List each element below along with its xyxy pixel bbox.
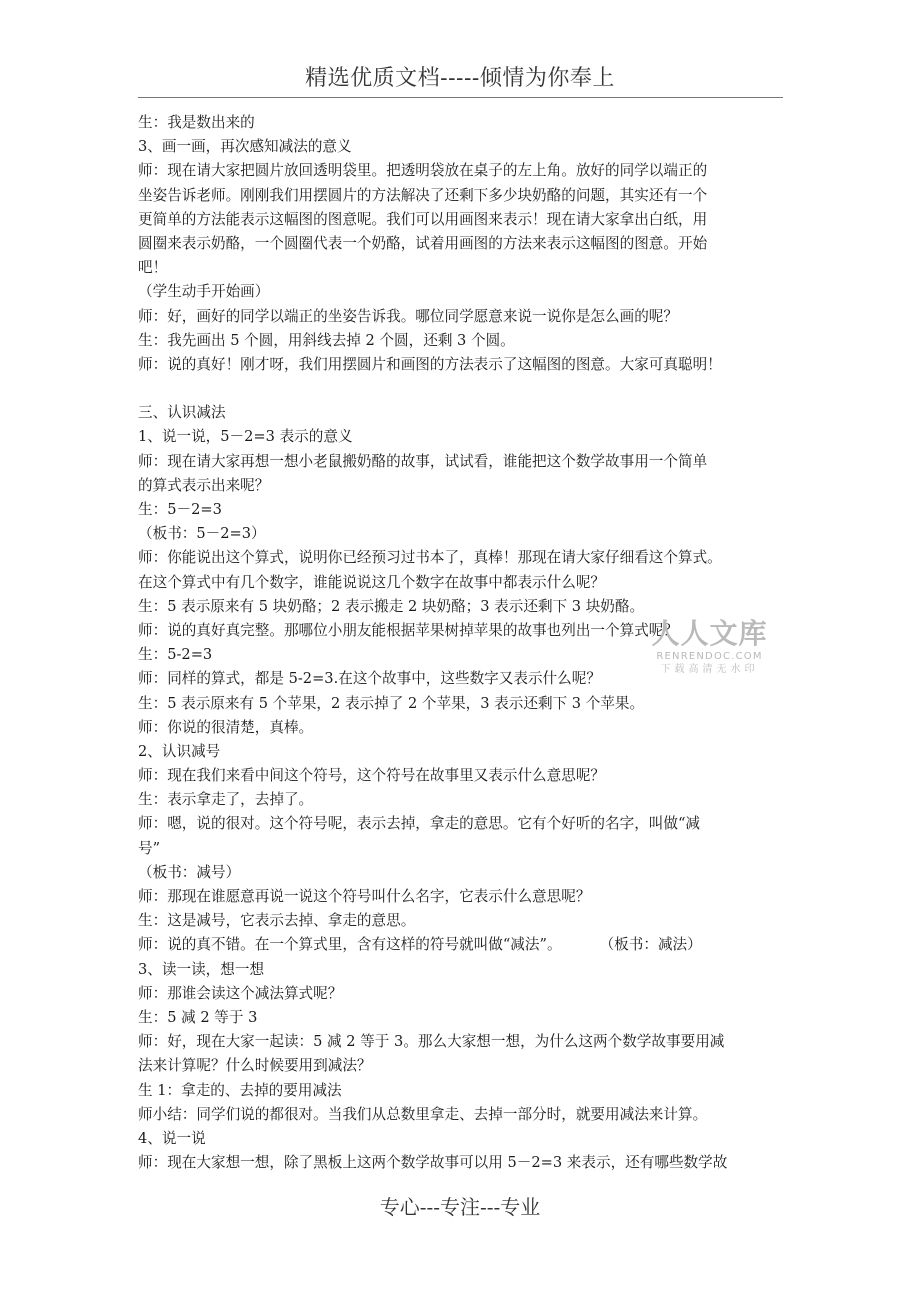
page-header-title: 精选优质文档-----倾情为你奉上 <box>305 66 615 91</box>
body-line: （板书：5－2=3） <box>138 525 266 543</box>
subsection-heading: 4、说一说 <box>138 1129 206 1147</box>
body-line: 生：我是数出来的 <box>138 114 255 131</box>
body-line: 师：那现在谁愿意再说一说这个符号叫什么名字，它表示什么意思呢？ <box>138 888 591 905</box>
body-line: 师：好，现在大家一起读：5 减 2 等于 3。那么大家想一想，为什么这两个数学故事要用减 <box>138 1033 725 1051</box>
page-footer-title: 专心---专注---专业 <box>379 1195 541 1219</box>
body-line: 师：你说的很清楚，真棒。 <box>138 718 314 736</box>
body-line: 生：这是减号，它表示去掉、拿走的意思。 <box>138 912 416 930</box>
body-line: 生：5-2=3 <box>138 646 213 664</box>
body-line: 师：你能说出这个算式，说明你已经预习过书本了，真棒！那现在请大家仔细看这个算式。 <box>138 549 722 567</box>
body-line <box>138 933 784 957</box>
body-line: 师：好，画好的同学以端正的坐姿告诉我。哪位同学愿意来说一说你是怎么画的呢？ <box>138 307 678 325</box>
body-line: 生：5－2=3 <box>138 501 222 518</box>
board-note: （板书：减法） <box>599 936 702 954</box>
body-line: 生：5 表示原来有 5 个苹果，2 表示掉了 2 个苹果，3 表示还剩下 3 个苹果。 <box>138 694 645 712</box>
body-line: 生：表示拿走了，去掉了。 <box>138 791 314 809</box>
body-line: 生：5 减 2 等于 3 <box>138 1008 258 1026</box>
body-line: 生 1：拿走的、去掉的要用减法 <box>138 1081 342 1099</box>
watermark-subtitle: 下载高清无水印 <box>660 664 759 675</box>
body-line: 圆圈来表示奶酪，一个圆圈代表一个奶酪，试着用画图的方法来表示这幅图的图意。开始 <box>138 234 708 252</box>
body-line: （板书：减号） <box>138 863 241 881</box>
section-heading: 三、认识减法 <box>138 404 226 422</box>
body-line: 吧！ <box>138 259 168 277</box>
body-line-text: 师：说的真不错。在一个算式里，含有这样的符号就叫做“减法”。 <box>138 936 562 954</box>
body-line: 在这个算式中有几个数字，谁能说说这几个数字在故事中都表示什么呢？ <box>138 573 606 591</box>
body-line: 号” <box>138 839 161 857</box>
body-line: 师：现在请大家再想一想小老鼠搬奶酪的故事，试试看，谁能把这个数学故事用一个简单 <box>138 452 708 470</box>
body-line: 坐姿告诉老师。刚刚我们用摆圆片的方法解决了还剩下多少块奶酪的问题，其实还有一个 <box>138 186 708 204</box>
document-body <box>138 111 784 1175</box>
blank-line <box>138 377 784 401</box>
body-line: 师小结：同学们说的都很对。当我们从总数里拿走、去掉一部分时，就要用减法来计算。 <box>138 1105 708 1123</box>
body-line: 生：5 表示原来有 5 块奶酪；2 表示搬走 2 块奶酪；3 表示还剩下 3 块奶酪。 <box>138 597 645 615</box>
body-line: （学生动手开始画） <box>138 283 270 301</box>
watermark-url: RENRENDOC.COM <box>656 651 763 662</box>
body-line: 师：那谁会读这个减法算式呢？ <box>138 984 343 1002</box>
body-line: 师：现在大家想一想，除了黑板上这两个数学故事可以用 5－2=3 来表示，还有哪些数学故 <box>138 1154 728 1172</box>
body-line: 生：我先画出 5 个圆，用斜线去掉 2 个圆，还剩 3 个圆。 <box>138 331 515 349</box>
body-line: 法来计算呢？什么时候要用到减法？ <box>138 1057 372 1075</box>
body-line: 更简单的方法能表示这幅图的图意呢。我们可以用画图来表示！现在请大家拿出白纸，用 <box>138 210 708 228</box>
header-divider <box>138 97 783 98</box>
body-line: 师：同样的算式，都是 5-2=3.在这个故事中，这些数字又表示什么呢？ <box>138 670 601 688</box>
watermark-logo: 人人文库 <box>651 617 768 650</box>
subsection-heading: 1、说一说，5－2=3 表示的意义 <box>138 428 353 446</box>
body-line: 师：说的真好真完整。那哪位小朋友能根据苹果树掉苹果的故事也列出一个算式呢？ <box>138 621 678 639</box>
body-line: 师：现在请大家把圆片放回透明袋里。把透明袋放在桌子的左上角。放好的同学以端正的 <box>138 162 708 180</box>
body-line: 的算式表示出来呢？ <box>138 476 270 494</box>
body-line: 师：现在我们来看中间这个符号，这个符号在故事里又表示什么意思呢？ <box>138 767 606 785</box>
body-line: 师：嗯，说的很对。这个符号呢，表示去掉，拿走的意思。它有个好听的名字，叫做“减 <box>138 815 701 833</box>
section-heading: 3、画一画，再次感知减法的意义 <box>138 138 352 156</box>
body-line: 师：说的真好！刚才呀，我们用摆圆片和画图的方法表示了这幅图的图意。大家可真聪明！ <box>138 355 722 373</box>
subsection-heading: 2、认识减号 <box>138 742 221 760</box>
subsection-heading: 3、读一读，想一想 <box>138 960 265 978</box>
